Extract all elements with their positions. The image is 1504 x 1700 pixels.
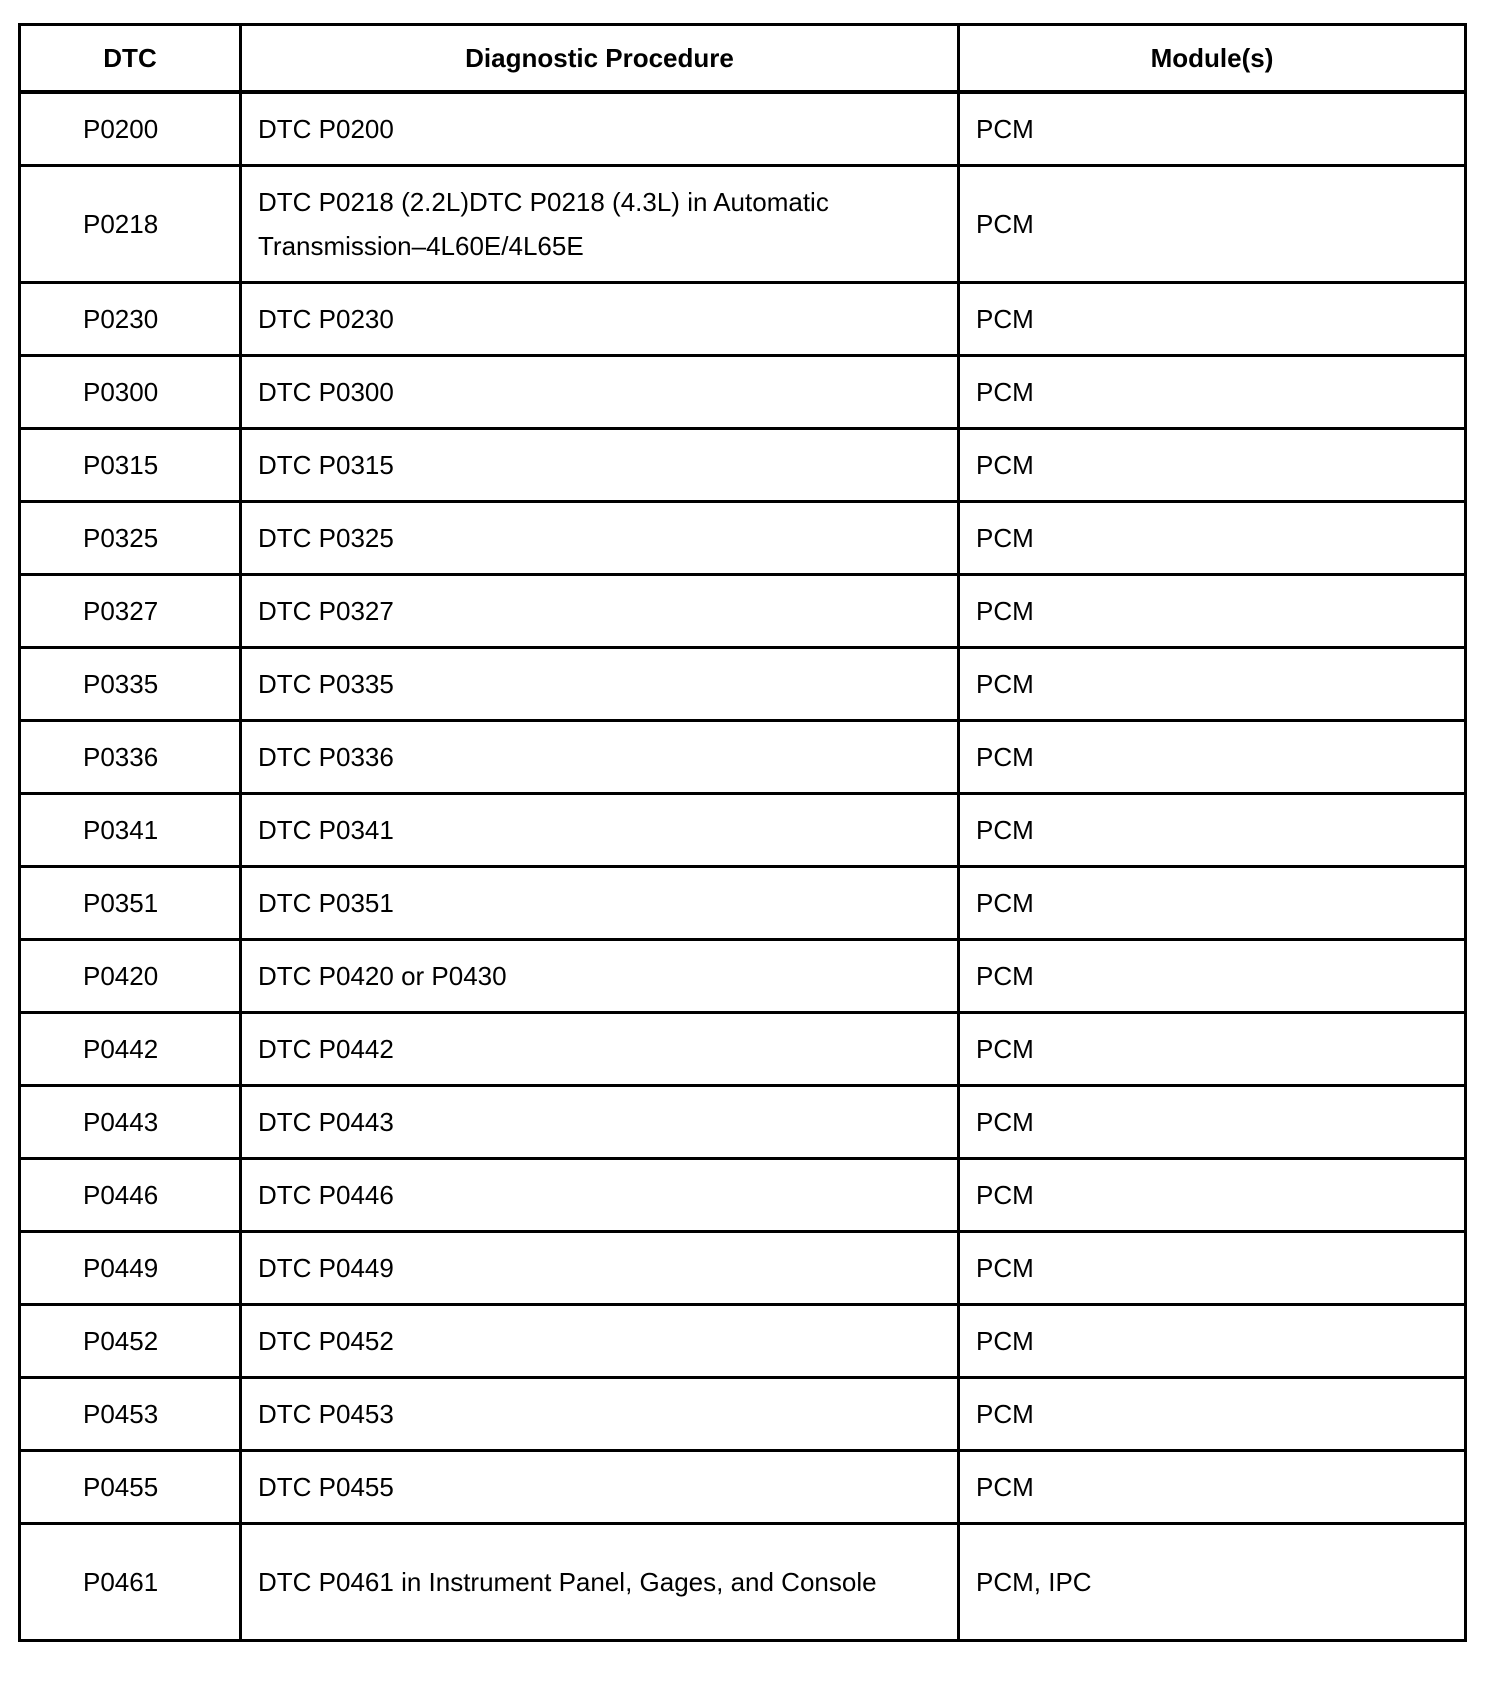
procedure-cell: DTC P0442 [241,1013,959,1086]
table-row [20,1451,1466,1524]
header-modules: Module(s) [959,25,1466,93]
table-row [20,283,1466,356]
table-row [20,794,1466,867]
table-row [20,1524,1466,1641]
table-row [20,1013,1466,1086]
dtc-cell: P0300 [20,356,241,429]
table-row [20,429,1466,502]
dtc-cell: P0315 [20,429,241,502]
procedure-cell: DTC P0446 [241,1159,959,1232]
dtc-cell: P0218 [20,166,241,283]
modules-cell: PCM [959,1086,1466,1159]
dtc-cell: P0446 [20,1159,241,1232]
procedure-cell: DTC P0218 (2.2L)DTC P0218 (4.3L) in Automatic Transmission–4L60E/4L65E [241,166,959,283]
header-diagnostic-procedure: Diagnostic Procedure [241,25,959,93]
table-row [20,92,1466,166]
table-row [20,721,1466,794]
procedure-cell: DTC P0300 [241,356,959,429]
procedure-cell: DTC P0315 [241,429,959,502]
dtc-cell: P0341 [20,794,241,867]
table-row [20,940,1466,1013]
procedure-cell: DTC P0327 [241,575,959,648]
modules-cell: PCM [959,575,1466,648]
procedure-cell: DTC P0443 [241,1086,959,1159]
dtc-cell: P0453 [20,1378,241,1451]
procedure-cell: DTC P0449 [241,1232,959,1305]
modules-cell: PCM [959,1451,1466,1524]
procedure-cell: DTC P0461 in Instrument Panel, Gages, and Console [241,1524,959,1641]
dtc-cell: P0442 [20,1013,241,1086]
procedure-cell: DTC P0351 [241,867,959,940]
dtc-cell: P0230 [20,283,241,356]
header-dtc: DTC [20,25,241,93]
dtc-cell: P0335 [20,648,241,721]
modules-cell: PCM [959,648,1466,721]
modules-cell: PCM [959,92,1466,166]
procedure-cell: DTC P0336 [241,721,959,794]
procedure-cell: DTC P0341 [241,794,959,867]
modules-cell: PCM [959,502,1466,575]
modules-cell: PCM [959,1305,1466,1378]
table-row [20,502,1466,575]
table-row [20,648,1466,721]
modules-cell: PCM [959,1378,1466,1451]
dtc-cell: P0452 [20,1305,241,1378]
dtc-cell: P0455 [20,1451,241,1524]
modules-cell: PCM [959,1013,1466,1086]
modules-cell: PCM [959,429,1466,502]
table-row [20,356,1466,429]
dtc-cell: P0461 [20,1524,241,1641]
dtc-table [18,23,1467,1642]
table-row [20,1305,1466,1378]
modules-cell: PCM [959,356,1466,429]
table-header-row [20,25,1466,93]
procedure-cell: DTC P0230 [241,283,959,356]
table-row [20,166,1466,283]
procedure-cell: DTC P0452 [241,1305,959,1378]
procedure-cell: DTC P0200 [241,92,959,166]
procedure-cell: DTC P0455 [241,1451,959,1524]
modules-cell: PCM [959,721,1466,794]
dtc-cell: P0200 [20,92,241,166]
dtc-cell: P0325 [20,502,241,575]
procedure-cell: DTC P0325 [241,502,959,575]
dtc-cell: P0351 [20,867,241,940]
modules-cell: PCM [959,1232,1466,1305]
modules-cell: PCM [959,1159,1466,1232]
procedure-cell: DTC P0453 [241,1378,959,1451]
procedure-cell: DTC P0420 or P0430 [241,940,959,1013]
dtc-cell: P0420 [20,940,241,1013]
procedure-cell: DTC P0335 [241,648,959,721]
modules-cell: PCM, IPC [959,1524,1466,1641]
table-row [20,1378,1466,1451]
modules-cell: PCM [959,867,1466,940]
dtc-cell: P0336 [20,721,241,794]
dtc-cell: P0443 [20,1086,241,1159]
dtc-cell: P0327 [20,575,241,648]
table-row [20,575,1466,648]
table-row [20,1159,1466,1232]
modules-cell: PCM [959,166,1466,283]
table-row [20,867,1466,940]
modules-cell: PCM [959,794,1466,867]
modules-cell: PCM [959,283,1466,356]
table-row [20,1086,1466,1159]
dtc-cell: P0449 [20,1232,241,1305]
modules-cell: PCM [959,940,1466,1013]
table-row [20,1232,1466,1305]
